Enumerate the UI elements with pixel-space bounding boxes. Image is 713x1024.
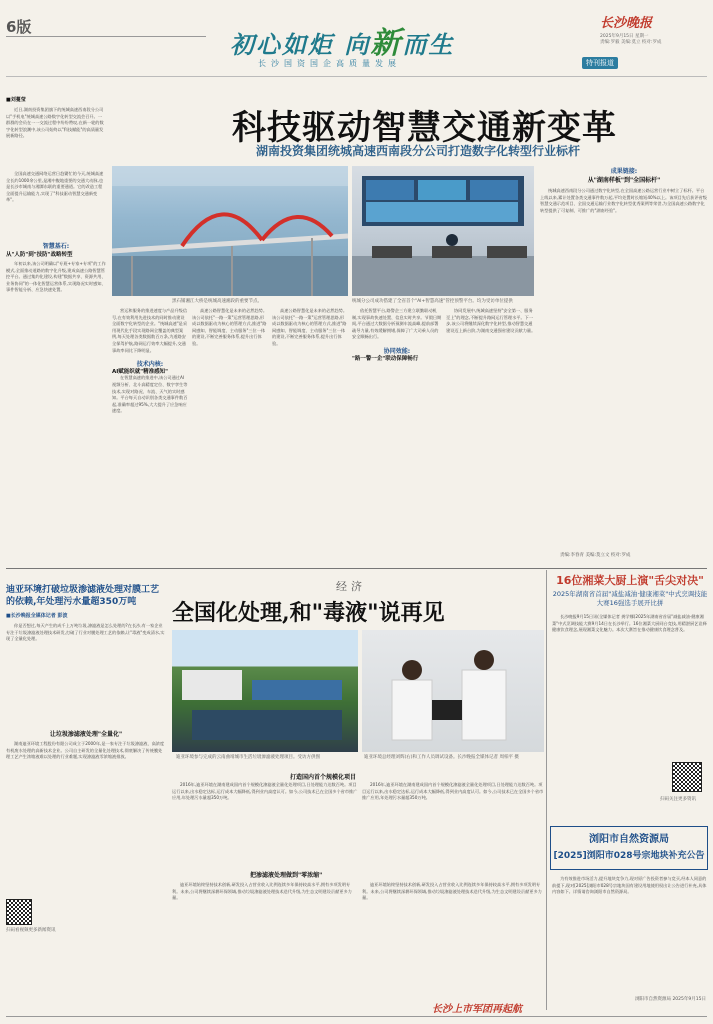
- right-qr-caption: 扫码关注更多资讯: [660, 797, 696, 802]
- section3-subtitle: "路一警一企"联动保障畅行: [352, 355, 419, 362]
- paper-date: [600, 34, 700, 46]
- economy-qr-caption: 扫码看视频更多新闻资讯: [6, 928, 56, 933]
- economy-headline: 全国化处理,和"毒液"说再见: [172, 600, 445, 626]
- body-column-5: 依托智慧平台,路警企三方建立联勤联动机制,实现事故快速处置、信息实时共享。节假日期间,平台通过大数据分析预测车流高峰,提前部署疏导力量,有效缓解拥堵,保障了广大司乘人员的安全顺畅出行。 协同效能: "路一警一企"联动保障畅行: [352, 308, 442, 362]
- economy-sub3: 把渗滤液处理做到"零浓缩": [250, 872, 323, 879]
- section3-title: 协同效能:: [383, 347, 411, 355]
- top-editor-footer: 责编:李春青 美编:莫立文 校对:罗成: [560, 553, 631, 558]
- chef-contest-subhead: 2025年湖南省首届"减盐减油·健康湘菜"中式烹调技能大赛16强选手展开比拼: [552, 590, 708, 607]
- economy-byline: ■长沙晚报全媒体记者 彭波: [6, 613, 68, 619]
- main-subhead: 湖南投资集团统城高速西南段分公司打造数字化转型行业标杆: [256, 144, 581, 158]
- control-room-illustration: [352, 166, 534, 296]
- lead-paragraph: 近日,湖南投资集团旗下的统城高速西南段分公司以"手机电"统城高速公路数字化转型交流会召开。一群群的会员在一一交流过程中纷纷赞叹,在新一轮的数字化转型浪潮中,该公司始终以"科技赋能"的高质量发展新路径。: [6, 107, 104, 139]
- notice-title: 浏阳市自然资源局: [589, 834, 669, 845]
- control-room-photo-caption: 统城分公司成功搭建了全省首个"AI+智慧高速"管控预警平台。均为受访单位提供: [352, 299, 513, 304]
- series-tag: 特刊报道: [582, 57, 618, 69]
- section1-subtitle: 从"人防"到"技防"战略转型: [6, 252, 73, 258]
- side-label: 成果链接:: [610, 168, 638, 175]
- body-column-3: 高速公路智慧化是未来的必然趋势。该公司依托"一路一策"运营管理思路,形成以数据驱动为核心的管理方式,推进"路网感知、智能调度、主动服务"三位一体的建设,不断完善服务体系,提升出行体验。: [192, 308, 268, 346]
- plant-illustration: [172, 630, 358, 752]
- lab-illustration: [362, 630, 544, 752]
- economy-lead: 你是否想过,每天产生的成千上万吨垃圾,渗滤液是怎么处理的?在长沙,有一家企业专注于垃圾渗滤液处理技术研发,打破了行业对膜处理工艺的依赖,让"毒液"变成清水,实现了全量化处理。: [6, 623, 165, 642]
- economy-footer-ad: 长沙上市军团再起航: [432, 1004, 522, 1015]
- side-column: [540, 166, 708, 546]
- date-line: 2025年9月15日 星期一: [600, 34, 649, 39]
- header-rule: [6, 36, 206, 37]
- economy-sub2-text: 2016年,迪亚环境在湖南建成国内首个规模化渗滤液全量化处理项目,日处理能力达数百吨。项目运行以来,出水稳定达标,运行成本大幅降低,得到业内高度认可。如今,公司技术已在全国多个省市推广应用,年处理污水量超350万吨。: [172, 782, 358, 801]
- plant-photo-caption: 迪亚环境参与完成的云南曲靖城市生活垃圾渗滤液处理项目。受访方供图: [176, 755, 320, 760]
- side-headline: 从"湖南样板"到"全国标杆": [587, 177, 661, 184]
- masthead-slogan: [230, 18, 454, 62]
- section1-title: 智慧基石:: [42, 243, 70, 250]
- economy-sub2: 打造国内首个规模化项目: [290, 774, 357, 781]
- notice-footer: 浏阳市自然资源局 2025年9月15日: [635, 997, 706, 1002]
- notice-body: 为有效推进市场活力,提升地块竞争力,现对原广告投资者参与竞买,经本人同意的前提下,现对[2025]浏阳市028号宗地块国有建设用地使用权出让公告进行补充,具体内容如下。详情请咨询浏阳市自然资源局。: [552, 876, 707, 895]
- economy-rule: [6, 568, 707, 569]
- notice-subtitle: [2025]浏阳市028号宗地块补充公告: [553, 851, 705, 861]
- lab-photo: [362, 630, 544, 752]
- solar-plant-photo: [172, 630, 358, 752]
- right-column-divider: [546, 570, 547, 1010]
- economy-sub1: 让垃圾渗滤液处理"全量化": [49, 731, 123, 738]
- section1-text: 年初以来,该公司明确以"专班+专家+专项"的工作模式,全面推动道路的数字化升级,建成高速公路智慧管控平台。通过集约化建设,构建"数据共享、资源共用、业务协同"的一体化智慧运营体系,实现路况实时感知、事件智能分析、应急快速处置。: [6, 261, 106, 293]
- economy-sub3-text: 迪亚环境始终坚持技术创新,研发投入占营业收入比例连续多年保持较高水平,拥有多项发明专利。未来,公司将继续深耕环保领域,推动垃圾渗滤液处理技术迭代升级,为生态文明建设贡献更多力量。: [172, 882, 352, 901]
- slogan-part1: 初心如炬 向: [230, 30, 371, 59]
- page-footer-line: [6, 1016, 707, 1017]
- body-column-2: 营运和服务的推进速度与产品升级信号,在有效利用先进技术的同时推动建设全面数字化转型的企业。"统城高速"是采用现代化手段实现路网全覆盖的典型案例,每天处理各类数据数百万条,为道路安全保驾护航,路网运行效率大幅提升,交通事故率同比下降明显。 技术内核: AI赋能织就"精准感知" 在智慧高速的推进中,该公司通过AI视频分析、北斗高精度定位、数字孪生等技术,实现对路况、车流、天气的实时感知。平台每天自动识别各类交通事件数百起,准确率超过95%,大大提升了应急响应速度。: [112, 308, 188, 414]
- side-text: 统城高速西南段分公司通过数字化转型,在全国高速公路运营行业中树立了标杆。平台上线以来,累计处置各类交通事件数万起,平均处置时长缩短40%以上。该项目先后获评省级智慧交通示范项目、全国交通运输行业数字化转型优秀案例等荣誉,为全国高速公路数字化转型提供了可复制、可推广的"湖南经验"。: [540, 188, 707, 213]
- economy-sub1-text: 湖南迪亚环境工程股份有限公司成立于2000年,是一家专注于垃圾渗滤液、高浓度有机废水处理的高新技术企业。公司自主研发的全量化处理技术,彻底解决了传统膜处理工艺产生浓缩液难以处理的行业难题,实现渗滤液零浓缩液排放。: [6, 741, 165, 760]
- section2-subtitle: AI赋能织就"精准感知": [112, 368, 169, 375]
- economy-left-column: [6, 612, 166, 1002]
- lab-photo-caption: 迪亚环境总经理刘辉(右)和工作人员调试设备。长沙晚报全媒体记者 周柏平 摄: [364, 755, 519, 760]
- byline: ■刘蔓莹: [6, 97, 26, 103]
- masthead-rule: [6, 76, 707, 77]
- body-column-6: 协同发展中,统城高速坚持"安全第一、服务至上"的理念,不断提升路网运行管理水平。下一步,该公司将继续深化数字化转型,推动智慧交通建设迈上新台阶,为湖南交通强省建设贡献力量。: [446, 308, 536, 333]
- economy-col-right: 2016年,迪亚环境在湖南建成国内首个规模化渗滤液全量化处理项目,日处理能力达数百吨。项目运行以来,出水稳定达标,运行成本大幅降低,得到业内高度认可。如今,公司技术已在全国多个省市推广应用,年处理污水量超350万吨。: [362, 782, 544, 801]
- main-headline: 科技驱动智慧交通新变革: [232, 108, 617, 148]
- lead-paragraph-2: 全国高速交通网络运营日趋繁忙的今天,统城高速全长约1000余公里,是湘中腹地重要的交通大动脉,也是长沙市城南与湘潭东联的重要通道。它的改造工程全面提升运输能力,实现了"科技驱动智慧交通新变革"。: [6, 171, 104, 203]
- economy-qr-code[interactable]: [6, 899, 32, 925]
- right-qr-code[interactable]: [672, 762, 702, 792]
- chef-contest-headline: 16位湘菜大厨上演"舌尖对决": [556, 574, 704, 587]
- economy-label: 经济: [336, 580, 366, 593]
- bridge-photo-caption: 黑石铺湘江大桥是统城高速湘段的重要节点。: [172, 299, 262, 304]
- body-column-4: 高速公路智慧化是未来的必然趋势。该公司依托"一路一策"运营管理思路,形成以数据驱动为核心的管理方式,推进"路网感知、智能调度、主动服务"三位一体的建设,不断完善服务体系,提升出行体验。: [272, 308, 348, 346]
- slogan-highlight: 新: [370, 26, 403, 61]
- bridge-photo: [112, 166, 348, 296]
- editor-line: 责编:罗毅 美编:莫立 校对:罗成: [600, 40, 662, 45]
- chef-contest-body: 长沙晚报9月15日讯(全媒体记者 龚学娜)2025年湖南省首届"减盐减油·健康湘菜"中式烹调技能大赛9月14日在长沙举行。16位湘菜大厨同台竞技,用精湛厨艺诠释健康饮食理念,展现湘菜文化魅力。本次大赛旨在推动健康饮食理念普及。: [552, 614, 707, 633]
- control-room-photo: [352, 166, 534, 296]
- economy-sub3-text-2: 迪亚环境始终坚持技术创新,研发投入占营业收入比例连续多年保持较高水平,拥有多项发明专利。未来,公司将继续深耕环保领域,推动垃圾渗滤液处理技术迭代升级,为生态文明建设贡献更多力量。: [362, 882, 542, 901]
- bridge-illustration: [112, 166, 348, 296]
- paper-logo: 长沙晚报: [600, 16, 653, 31]
- series-line: 长沙国资国企高质量发展: [258, 59, 401, 68]
- page-number: 6版: [6, 18, 32, 36]
- slogan-part2: 而生: [402, 30, 455, 59]
- economy-deck: 迪亚环境打破垃圾渗滤液处理对膜工艺的依赖,年处理污水量超350万吨: [6, 585, 160, 607]
- section2-title: 技术内核:: [136, 361, 164, 369]
- left-column: [6, 96, 106, 536]
